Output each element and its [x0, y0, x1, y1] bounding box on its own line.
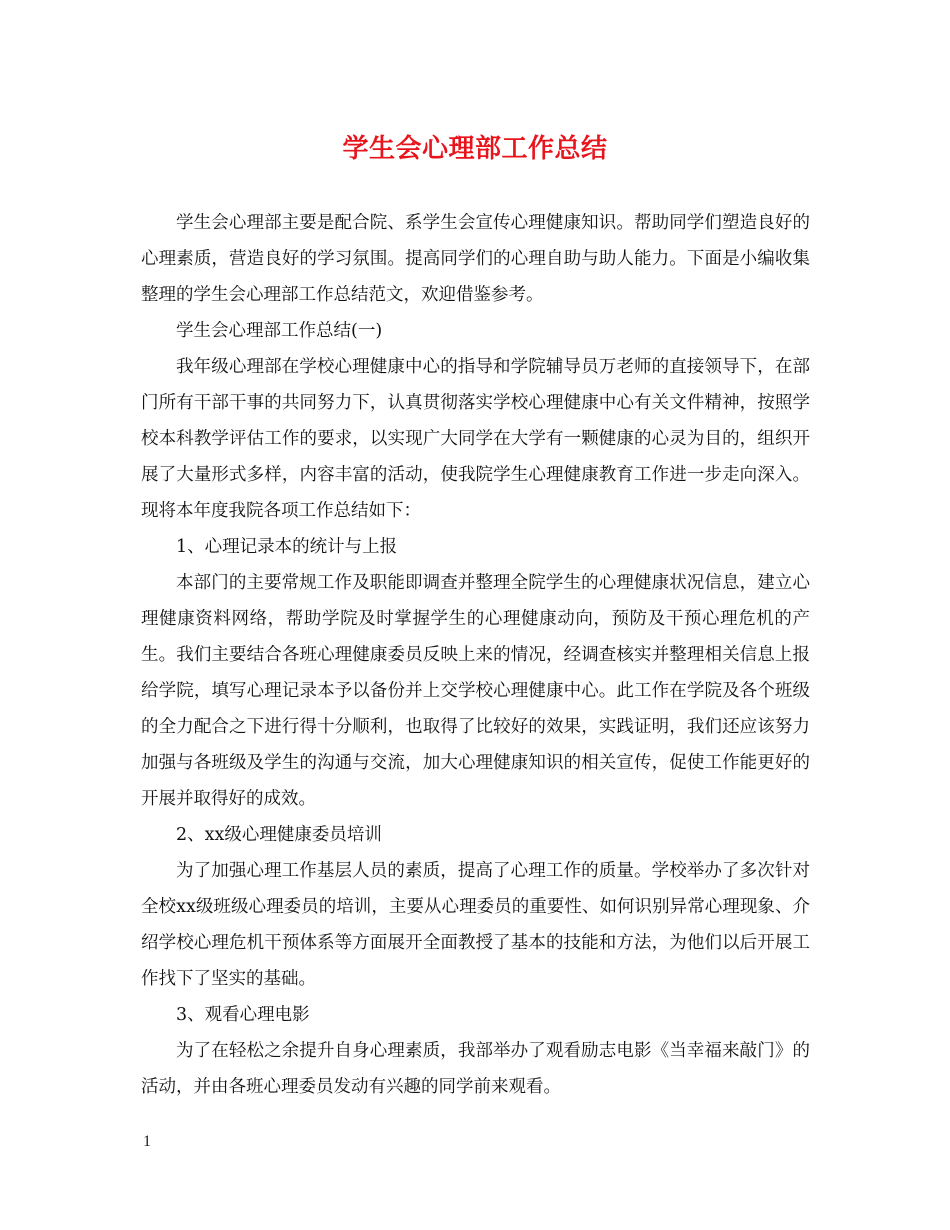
section-3-paragraph: 为了在轻松之余提升自身心理素质，我部举办了观看励志电影《当幸福来敲门》的活动，并由各班心理委员发动有兴趣的同学前来观看。 [141, 1041, 810, 1097]
section-1-paragraph: 本部门的主要常规工作及职能即调查并整理全院学生的心理健康状况信息，建立心理健康资料网络，帮助学院及时掌握学生的心理健康动向，预防及干预心理危机的产生。我们主要结合各班心理健康委员反映上来的情况，经调查核实并整理相关信息上报给学院，填写心理记录本予以备份并上交学校心理健康中心。此工作在学院及各个班级的全力配合之下进行得十分顺利，也取得了比较好的效果，实践证明，我们还应该努力加强与各班级及学生的沟通与交流，加大心理健康知识的相关宣传，促使工作能更好的开展并取得好的成效。 [141, 573, 810, 809]
subtitle-heading: 学生会心理部工作总结(一) [176, 321, 383, 341]
section-3-heading: 3、观看心理电影 [176, 1005, 310, 1025]
intro-paragraph: 学生会心理部主要是配合院、系学生会宣传心理健康知识。帮助同学们塑造良好的心理素质，营造良好的学习氛围。提高同学们的心理自助与助人能力。下面是小编收集整理的学生会心理部工作总结范文，欢迎借鉴参考。 [141, 213, 810, 305]
section-1-heading: 1、心理记录本的统计与上报 [176, 537, 398, 557]
section-2-paragraph: 为了加强心理工作基层人员的素质，提高了心理工作的质量。学校举办了多次针对全校xx级班级心理委员的培训，主要从心理委员的重要性、如何识别异常心理现象、介绍学校心理危机干预体系等方面展开全面教授了基本的技能和方法，为他们以后开展工作找下了坚实的基础。 [141, 861, 810, 989]
document-title: 学生会心理部工作总结 [342, 134, 608, 164]
document-body [141, 205, 810, 1105]
page-number: 1 [143, 1133, 151, 1150]
overview-paragraph: 我年级心理部在学校心理健康中心的指导和学院辅导员万老师的直接领导下，在部门所有干部干事的共同努力下，认真贯彻落实学校心理健康中心有关文件精神，按照学校本科教学评估工作的要求，以实现广大同学在大学有一颗健康的心灵为目的，组织开展了大量形式多样，内容丰富的活动，使我院学生心理健康教育工作进一步走向深入。现将本年度我院各项工作总结如下： [141, 357, 810, 521]
section-2-heading: 2、xx级心理健康委员培训 [176, 825, 382, 845]
